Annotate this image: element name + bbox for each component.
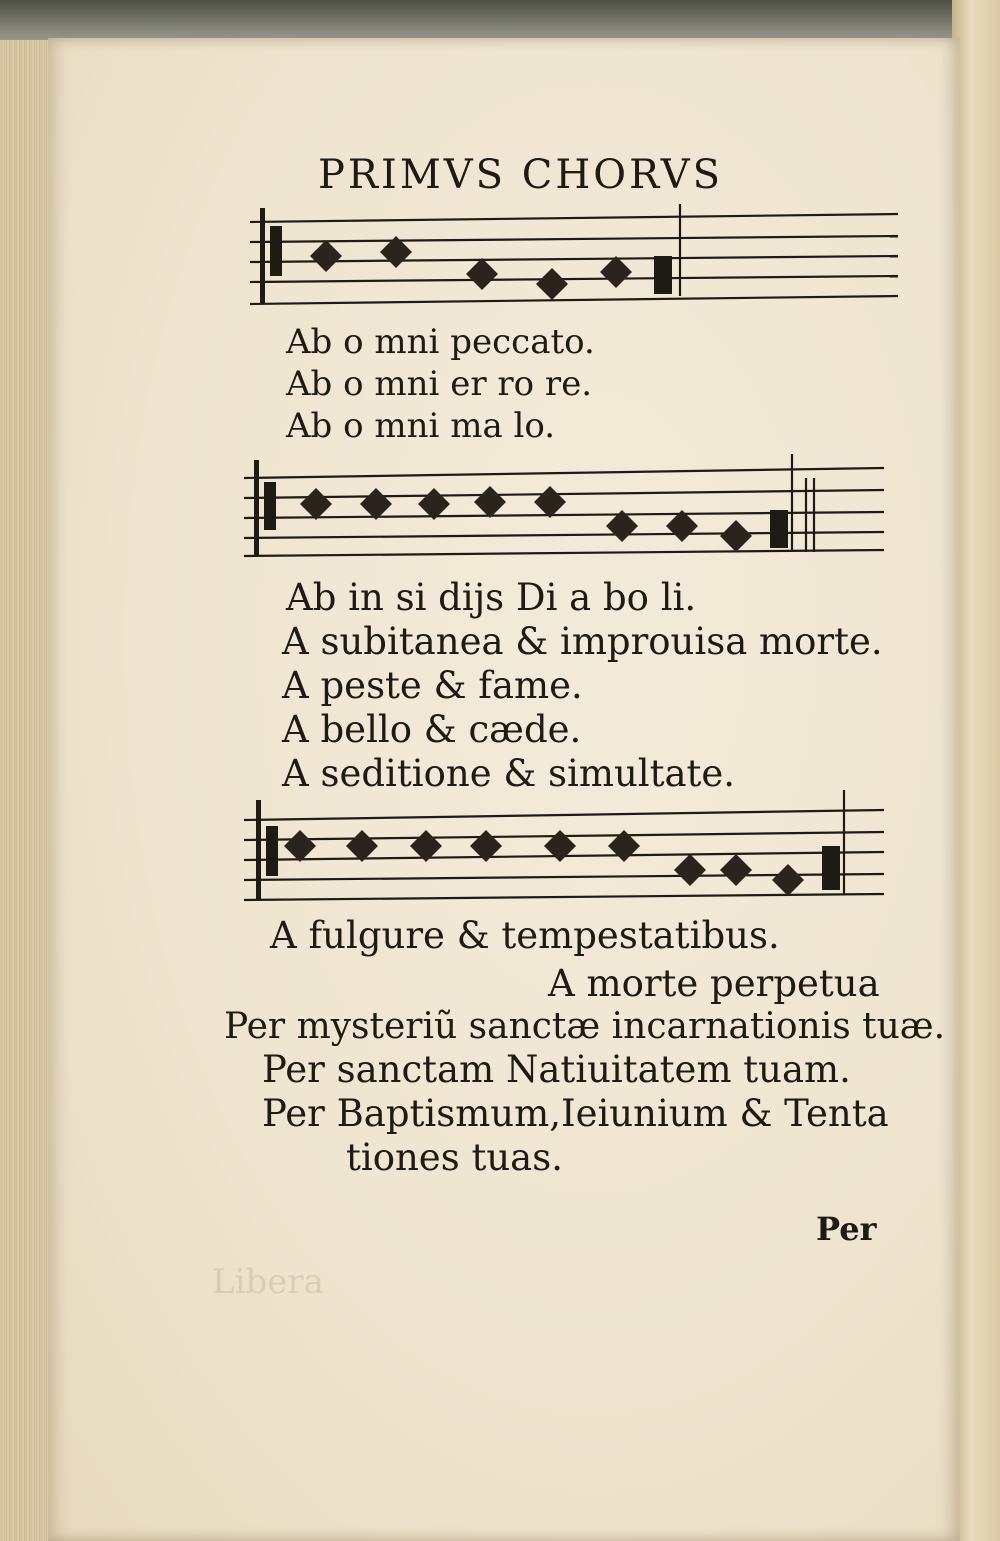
clef-sign xyxy=(256,800,261,900)
verse-line: A morte perpetua xyxy=(548,962,880,1005)
verse-line: A bello & cæde. xyxy=(282,708,582,751)
note-neume xyxy=(284,830,804,896)
verse-line: Per mysteriũ sanctæ incarnationis tuæ. xyxy=(224,1006,946,1047)
verse-line: Per Baptismum,Ieiunium & Tenta xyxy=(262,1092,889,1135)
verse-line: A peste & fame. xyxy=(282,664,583,707)
clef-sign xyxy=(260,208,265,304)
bleed-through-text: Libera xyxy=(212,1262,324,1302)
verse-line: A seditione & simultate. xyxy=(282,752,736,795)
note-neume xyxy=(310,236,632,300)
verse-line: Per sanctam Natiuitatem tuam. xyxy=(262,1048,851,1091)
lyric-line: Ab in si dijs Di a bo li. xyxy=(286,576,697,619)
music-staff-3 xyxy=(240,790,890,906)
music-staff-1 xyxy=(246,200,906,310)
verse-line: A fulgure & tempestatibus. xyxy=(270,914,780,957)
clef-sign xyxy=(254,460,259,556)
running-head: PRIMVS CHORVS xyxy=(318,152,724,198)
lyric-line: Ab o mni peccato. xyxy=(286,322,595,362)
music-staff-2 xyxy=(240,452,890,562)
lyric-line: Ab o mni er ro re. xyxy=(286,364,593,404)
verse-line: A subitanea & improuisa morte. xyxy=(282,620,883,663)
verse-line: tiones tuas. xyxy=(346,1136,563,1179)
lyric-line: Ab o mni ma lo. xyxy=(286,406,556,446)
catchword: Per xyxy=(816,1210,877,1248)
